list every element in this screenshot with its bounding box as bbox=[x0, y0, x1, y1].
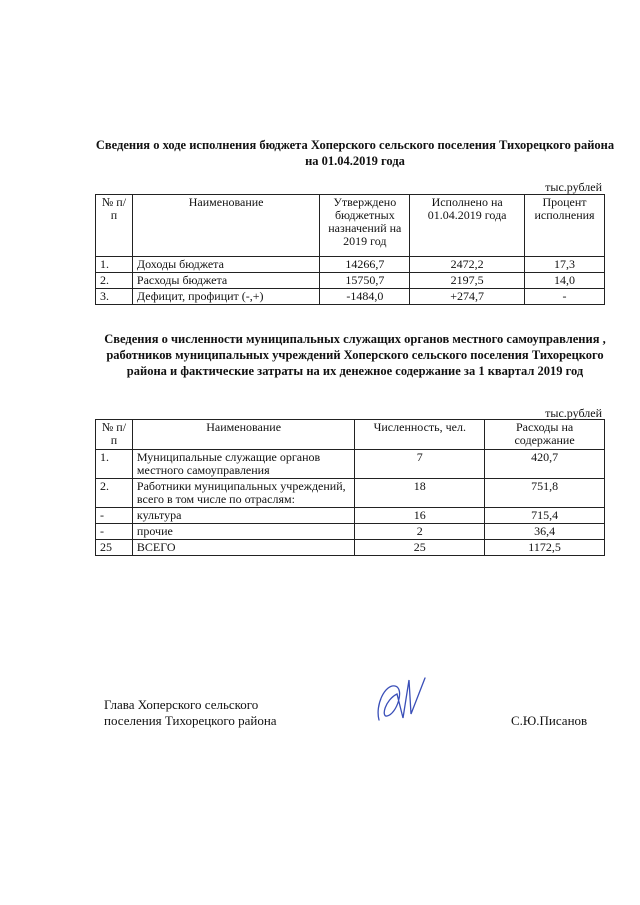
table-row-total bbox=[96, 540, 605, 556]
staff-table-unit: тыс.рублей bbox=[545, 406, 602, 420]
row-name: культура bbox=[132, 508, 354, 524]
row-executed: +274,7 bbox=[410, 289, 525, 305]
row-expenses: 36,4 bbox=[485, 524, 605, 540]
row-name: Дефицит, профицит (-,+) bbox=[132, 289, 319, 305]
row-name: Доходы бюджета bbox=[132, 257, 319, 273]
table-header-row bbox=[96, 195, 605, 257]
table-row bbox=[96, 257, 605, 273]
row-approved: -1484,0 bbox=[320, 289, 410, 305]
col-header-count: Численность, чел. bbox=[355, 420, 485, 450]
row-expenses: 751,8 bbox=[485, 479, 605, 508]
table-row bbox=[96, 508, 605, 524]
table-header-row bbox=[96, 420, 605, 450]
signatory-position-line1: Глава Хоперского сельского bbox=[104, 697, 259, 712]
row-number: 1. bbox=[96, 257, 133, 273]
row-number: 3. bbox=[96, 289, 133, 305]
row-number: 2. bbox=[96, 479, 133, 508]
row-number: 2. bbox=[96, 273, 133, 289]
row-percent: 14,0 bbox=[525, 273, 605, 289]
row-count: 16 bbox=[355, 508, 485, 524]
staff-count-table bbox=[95, 419, 605, 556]
signatory-position bbox=[104, 697, 277, 729]
row-count: 7 bbox=[355, 450, 485, 479]
row-percent: 17,3 bbox=[525, 257, 605, 273]
col-header-expenses: Расходы на содержание bbox=[485, 420, 605, 450]
row-count: 18 bbox=[355, 479, 485, 508]
col-header-percent: Процент исполнения bbox=[525, 195, 605, 257]
table-row bbox=[96, 450, 605, 479]
row-number: - bbox=[96, 524, 133, 540]
budget-execution-title: Сведения о ходе исполнения бюджета Хоперского сельского поселения Тихорецкого района на 01.04.2019 года bbox=[95, 138, 615, 168]
table-row bbox=[96, 273, 605, 289]
row-name: ВСЕГО bbox=[132, 540, 354, 556]
row-name: прочие bbox=[132, 524, 354, 540]
signatory-name: С.Ю.Писанов bbox=[511, 713, 588, 728]
signatory-position-line2: поселения Тихорецкого района bbox=[104, 713, 277, 728]
row-number: - bbox=[96, 508, 133, 524]
row-percent: - bbox=[525, 289, 605, 305]
row-expenses: 420,7 bbox=[485, 450, 605, 479]
row-expenses: 1172,5 bbox=[485, 540, 605, 556]
signature-icon bbox=[373, 670, 433, 730]
row-executed: 2197,5 bbox=[410, 273, 525, 289]
col-header-number: № п/п bbox=[96, 195, 133, 257]
row-name: Муниципальные служащие органов местного самоуправления bbox=[132, 450, 354, 479]
row-count: 25 bbox=[355, 540, 485, 556]
staff-count-title: Сведения о численности муниципальных служащих органов местного самоуправления , работников муниципальных учреждений Хоперского сельского поселения Тихорецкого района и фактические затраты на их денежное содержание за 1 квартал 2019 год bbox=[104, 332, 606, 378]
table-row bbox=[96, 479, 605, 508]
row-number: 1. bbox=[96, 450, 133, 479]
row-approved: 15750,7 bbox=[320, 273, 410, 289]
col-header-name: Наименование bbox=[132, 195, 319, 257]
col-header-executed: Исполнено на 01.04.2019 года bbox=[410, 195, 525, 257]
table-row bbox=[96, 524, 605, 540]
budget-table-unit: тыс.рублей bbox=[545, 180, 602, 194]
table-row bbox=[96, 289, 605, 305]
row-expenses: 715,4 bbox=[485, 508, 605, 524]
row-name: Расходы бюджета bbox=[132, 273, 319, 289]
row-count: 2 bbox=[355, 524, 485, 540]
budget-execution-table bbox=[95, 194, 605, 305]
row-approved: 14266,7 bbox=[320, 257, 410, 273]
col-header-number: № п/п bbox=[96, 420, 133, 450]
row-number: 25 bbox=[96, 540, 133, 556]
col-header-name: Наименование bbox=[132, 420, 354, 450]
col-header-approved: Утверждено бюджетных назначений на 2019 год bbox=[320, 195, 410, 257]
row-executed: 2472,2 bbox=[410, 257, 525, 273]
row-name: Работники муниципальных учреждений, всего в том числе по отраслям: bbox=[132, 479, 354, 508]
